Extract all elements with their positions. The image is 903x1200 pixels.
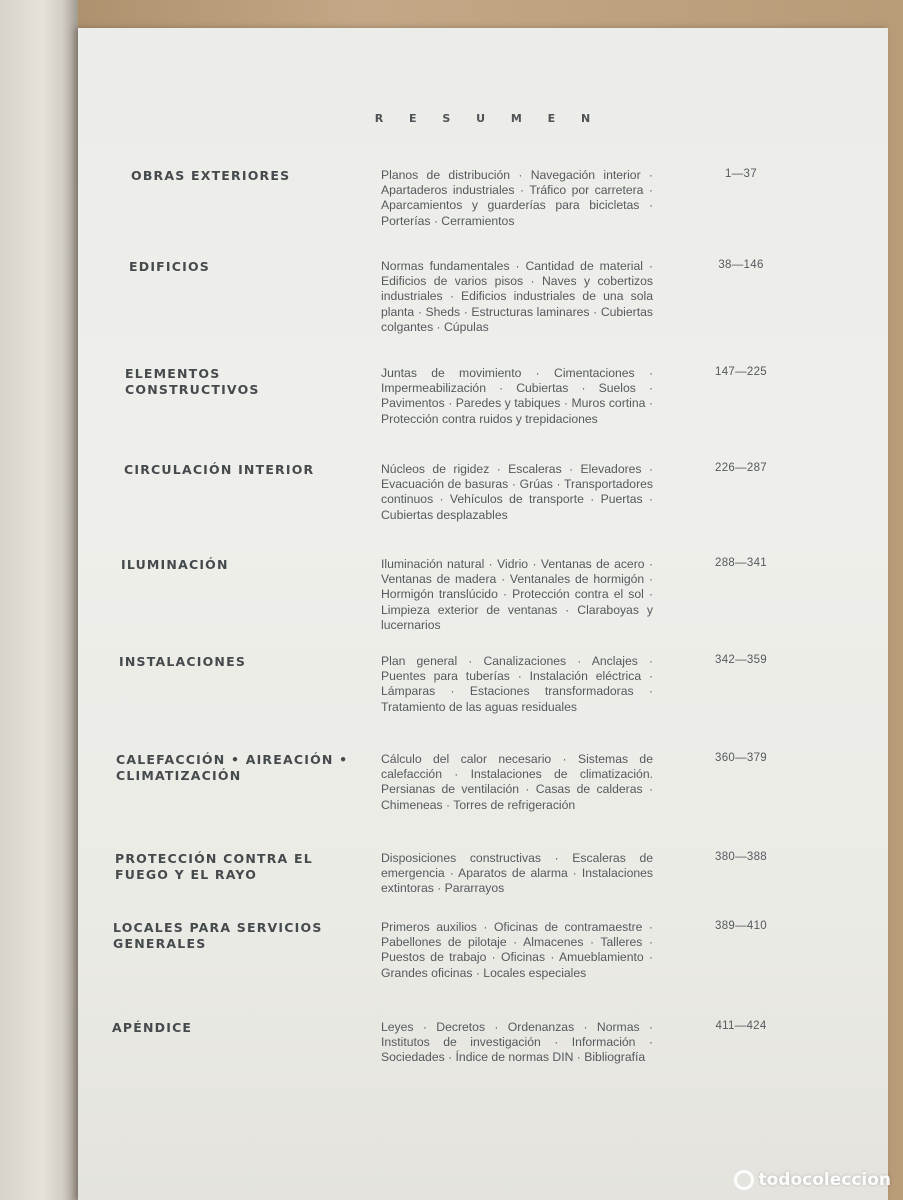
section-page-range: 380—388 [715, 851, 767, 863]
section-page-range: 411—424 [715, 1020, 767, 1032]
section-title: LOCALES PARA SERVICIOS GENERALES [113, 920, 323, 951]
section-title: INSTALACIONES [119, 654, 247, 669]
section-description: Normas fundamentales · Cantidad de material · Edificios de varios pisos · Naves y cobertizos industriales · Edificios industriales de una sola planta · Sheds · Estructuras laminares · Cubiertas colgantes · Cúpulas [381, 259, 653, 334]
watermark [734, 1170, 891, 1190]
section-description: Plan general · Canalizaciones · Anclajes · Puentes para tuberías · Instalación eléctrica · Lámparas · Estaciones transformadoras · Tratamiento de las aguas residuales [381, 654, 653, 714]
section-page-range: 38—146 [718, 259, 764, 271]
section-title: PROTECCIÓN CONTRA EL FUEGO Y EL RAYO [115, 851, 313, 882]
section-title: OBRAS EXTERIORES [131, 168, 291, 183]
book-page [78, 28, 888, 1200]
page-title: R E S U M E N [374, 112, 602, 125]
section-title: CALEFACCIÓN • AIREACIÓN • CLIMATIZACIÓN [116, 752, 349, 783]
section-page-range: 342—359 [715, 654, 767, 666]
section-title: ILUMINACIÓN [121, 557, 229, 572]
section-page-range: 389—410 [715, 920, 767, 932]
section-description: Juntas de movimiento · Cimentaciones · Impermeabilización · Cubiertas · Suelos · Pavimentos · Paredes y tabiques · Muros cortina · Protección contra ruidos y trepidaciones [381, 366, 653, 426]
section-title: CIRCULACIÓN INTERIOR [124, 462, 315, 477]
section-description: Iluminación natural · Vidrio · Ventanas de acero · Ventanas de madera · Ventanales de hormigón · Hormigón translúcido · Protección contra el sol · Limpieza exterior de ventanas · Claraboyas y lucernarios [381, 557, 653, 632]
watermark-logo-icon [734, 1170, 754, 1190]
page-gutter-shadow [62, 0, 78, 1200]
section-description: Leyes · Decretos · Ordenanzas · Normas · Institutos de investigación · Información · Sociedades · Índice de normas DIN · Bibliografía [381, 1020, 653, 1065]
section-title: ELEMENTOS CONSTRUCTIVOS [125, 366, 260, 397]
section-description: Disposiciones constructivas · Escaleras de emergencia · Aparatos de alarma · Instalaciones extintoras · Pararrayos [381, 851, 653, 896]
section-title: APÉNDICE [112, 1020, 193, 1035]
section-description: Cálculo del calor necesario · Sistemas de calefacción · Instalaciones de climatización. Persianas de ventilación · Casas de calderas · Chimeneas · Torres de refrigeración [381, 752, 653, 812]
section-page-range: 360—379 [715, 752, 767, 764]
section-description: Núcleos de rigidez · Escaleras · Elevadores · Evacuación de basuras · Grúas · Transportadores continuos · Vehículos de transporte · Puertas · Cubiertas desplazables [381, 462, 653, 522]
section-title: EDIFICIOS [129, 259, 211, 274]
section-page-range: 1—37 [725, 168, 757, 180]
watermark-text: todocoleccion [758, 1170, 891, 1190]
section-description: Planos de distribución · Navegación interior · Apartaderos industriales · Tráfico por carretera · Aparcamientos y guarderías para bicicletas · Porterías · Cerramientos [381, 168, 653, 228]
section-description: Primeros auxilios · Oficinas de contramaestre · Pabellones de pilotaje · Almacenes · Talleres · Puestos de trabajo · Oficinas · Amueblamiento · Grandes oficinas · Locales especiales [381, 920, 653, 980]
section-page-range: 226—287 [715, 462, 767, 474]
section-page-range: 288—341 [715, 557, 767, 569]
section-page-range: 147—225 [715, 366, 767, 378]
